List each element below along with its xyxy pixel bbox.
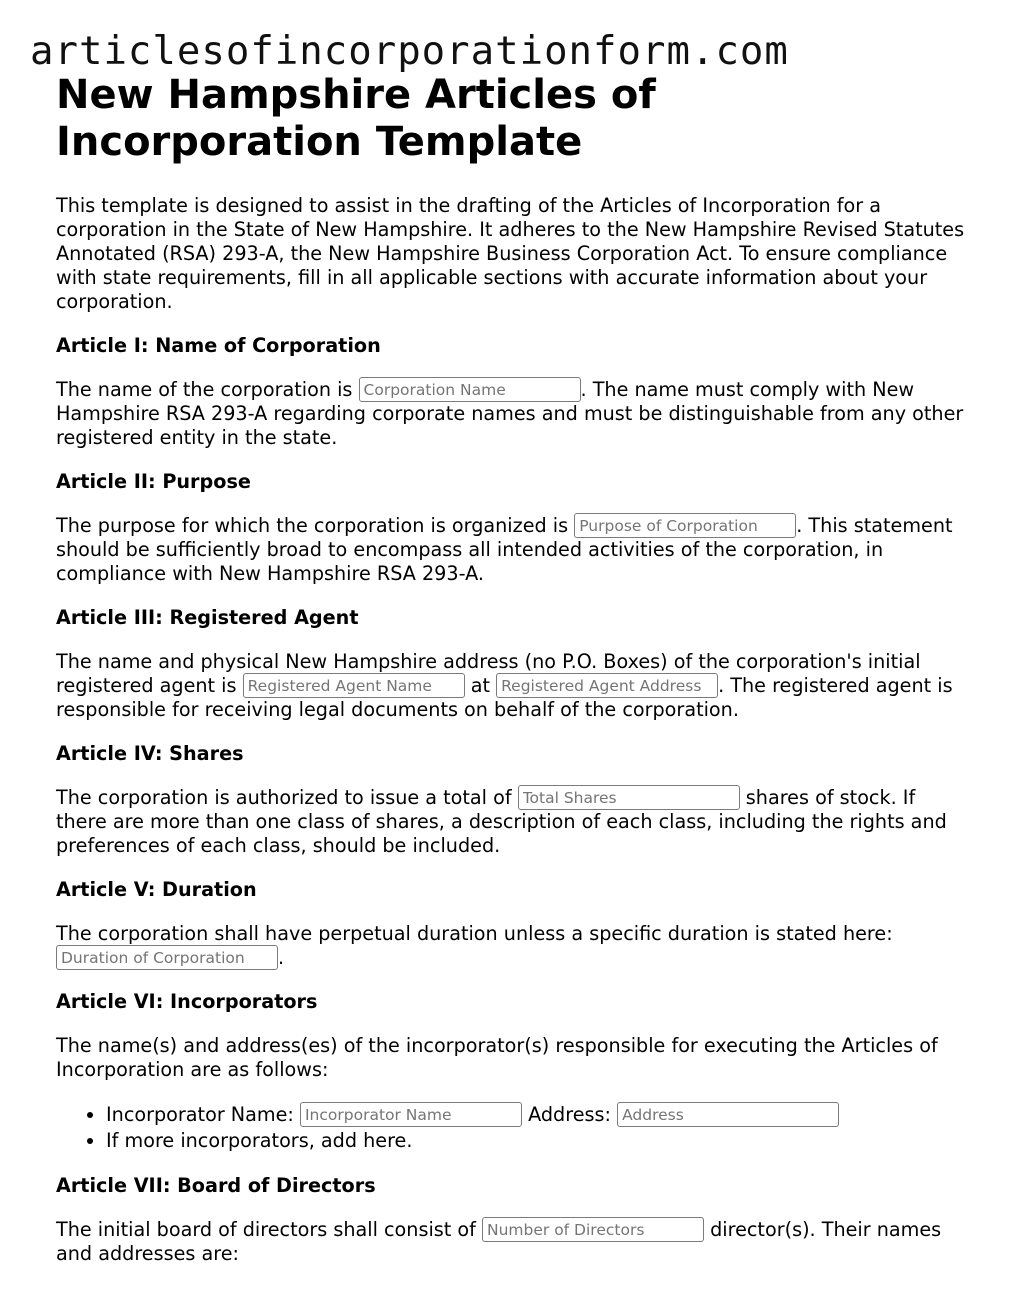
article-3-text: The name and physical New Hampshire address (no P.O. Boxes) of the corporation's initial registered agent is Registered Agent Name at Registered Agent Address . The registered agent is responsible for receiving legal documents on behalf of the corporation. [56, 650, 971, 722]
article-4-text: The corporation is authorized to issue a total of Total Shares shares of stock. If there are more than one class of shares, a description of each class, including the rights and preferences of each class, should be included. [56, 786, 971, 858]
article-2-heading: Article II: Purpose [56, 470, 251, 493]
article-1-heading: Article I: Name of Corporation [56, 334, 381, 357]
article-6-text: The name(s) and address(es) of the incorporator(s) responsible for executing the Articles of Incorporation are as follows: [56, 1034, 938, 1081]
list-item: • If more incorporators, add here. [106, 1128, 971, 1154]
article-1-text: The name of the corporation is Corporation Name . The name must comply with New Hampshire RSA 293-A regarding corporate names and must be distinguishable from any other registered entity in the state. [56, 378, 971, 450]
registered-agent-address-field[interactable] [496, 673, 718, 698]
page-title: New Hampshire Articles of Incorporation Template [56, 72, 656, 165]
registered-agent-name-field[interactable] [243, 673, 465, 698]
total-shares-field[interactable] [518, 785, 740, 810]
site-watermark: articlesofincorporationform.com [30, 29, 789, 74]
purpose-field[interactable] [574, 513, 796, 538]
incorporator-name-field[interactable] [300, 1102, 522, 1127]
corporation-name-field[interactable] [359, 377, 581, 402]
document-body [56, 72, 971, 1266]
intro-paragraph: This template is designed to assist in the drafting of the Articles of Incorporation for a corporation in the State of New Hampshire. It adheres to the New Hampshire Revised Statutes Annotated (RSA) 293-A, the New Hampshire Business Corporation Act. To ensure compliance with state requirements, fill in all applicable sections with accurate information about your corporation. [56, 194, 965, 313]
number-of-directors-field[interactable] [482, 1217, 704, 1242]
incorporator-address-field[interactable] [617, 1102, 839, 1127]
duration-field[interactable] [56, 945, 278, 970]
article-4-heading: Article IV: Shares [56, 742, 244, 765]
list-item: • Incorporator Name: Incorporator Name Address: Address [106, 1102, 971, 1128]
incorporator-list [56, 1102, 971, 1154]
article-5-heading: Article V: Duration [56, 878, 257, 901]
article-2-text: The purpose for which the corporation is organized is Purpose of Corporation . This statement should be sufficiently broad to encompass all intended activities of the corporation, in compliance with New Hampshire RSA 293-A. [56, 514, 971, 586]
article-5-text: The corporation shall have perpetual duration unless a specific duration is stated here: Duration of Corporation. [56, 922, 971, 970]
article-6-heading: Article VI: Incorporators [56, 990, 318, 1013]
article-7-heading: Article VII: Board of Directors [56, 1174, 376, 1197]
article-3-heading: Article III: Registered Agent [56, 606, 359, 629]
article-7-text: The initial board of directors shall consist of Number of Directors director(s). Their names and addresses are: [56, 1218, 971, 1266]
